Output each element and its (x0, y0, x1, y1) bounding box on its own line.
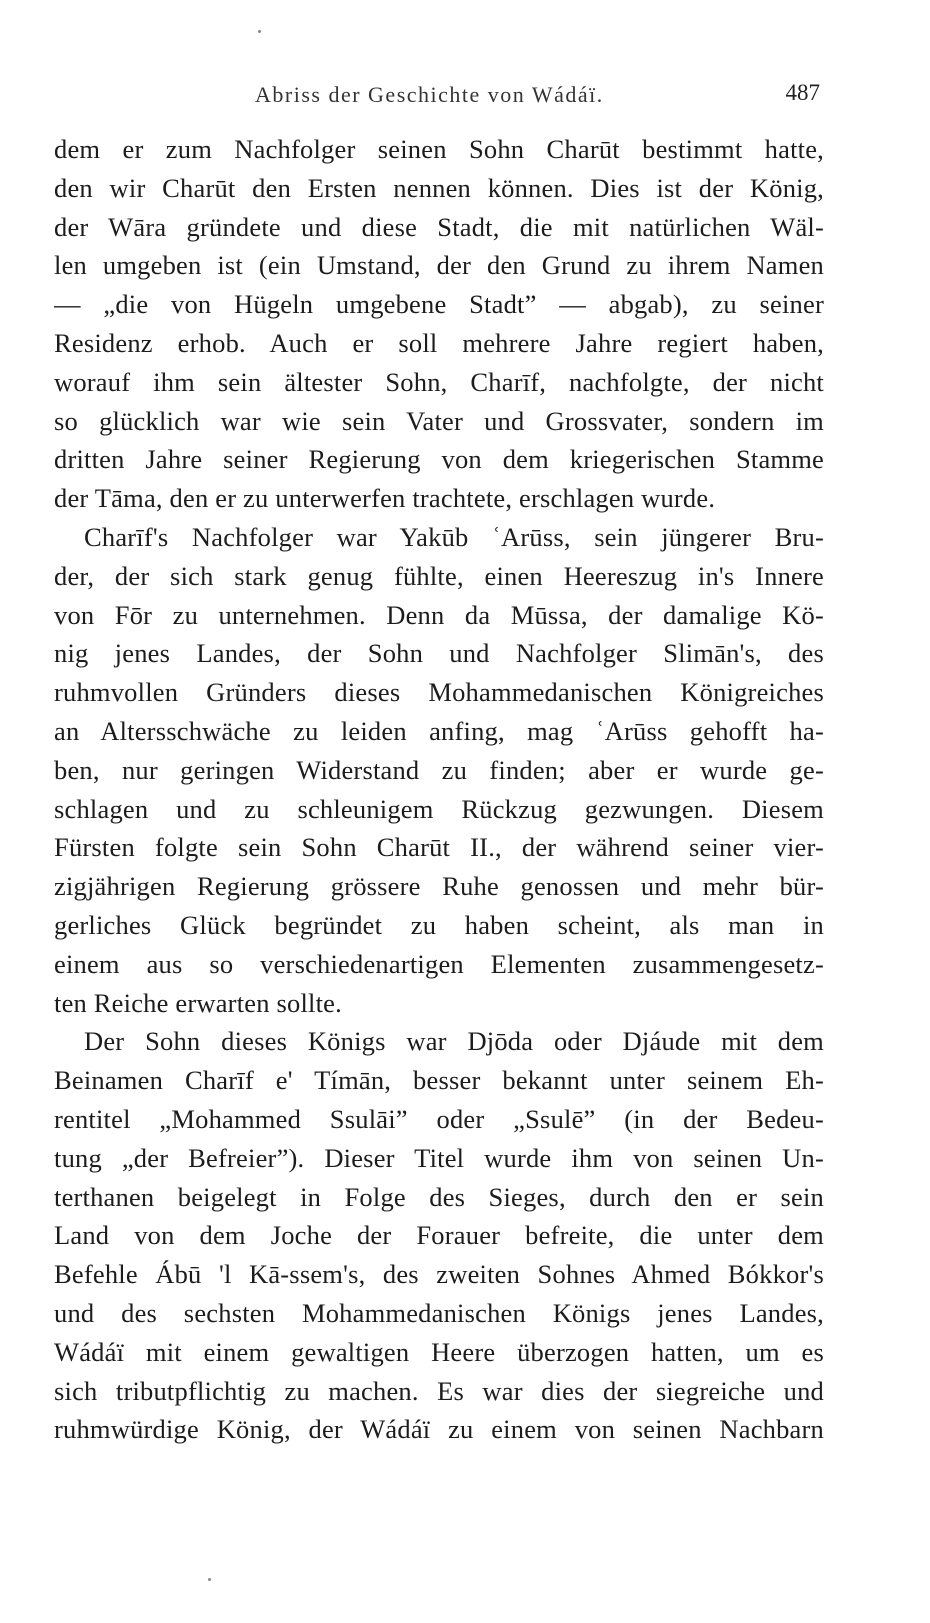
text-line: von Fōr zu unternehmen. Denn da Mūssa, der damalige Kö- (54, 599, 824, 630)
text-line: tung „der Befreier”). Dieser Titel wurde ihm von seinen Un- (54, 1142, 824, 1173)
text-line: nig jenes Landes, der Sohn und Nachfolger Slimān's, des (54, 638, 824, 669)
text-line: so glücklich war wie sein Vater und Grossvater, sondern im (54, 405, 824, 436)
text-line: schlagen und zu schleunigem Rückzug gezwungen. Diesem (54, 793, 824, 824)
text-line: an Altersschwäche zu leiden anfing, mag ʿArūss gehofft ha- (54, 715, 824, 746)
text-line: Residenz erhob. Auch er soll mehrere Jahre regiert haben, (54, 327, 824, 358)
text-line: Charīf's Nachfolger war Yakūb ʿArūss, sein jüngerer Bru- (84, 521, 824, 552)
text-line: Beinamen Charīf e' Tímān, besser bekannt unter seinem Eh- (54, 1065, 824, 1096)
text-line: ten Reiche erwarten sollte. (54, 987, 342, 1018)
text-line: der Tāma, den er zu unterwerfen trachtete, erschlagen wurde. (54, 483, 716, 514)
text-line: der Wāra gründete und diese Stadt, die mit natürlichen Wäl- (54, 211, 824, 242)
text-line: Der Sohn dieses Königs war Djōda oder Djáude mit dem (84, 1026, 824, 1057)
text-line: ruhmwürdige König, der Wádáï zu einem von seinen Nachbarn (54, 1414, 824, 1445)
running-header (60, 82, 820, 112)
text-line: den wir Charūt den Ersten nennen können. Dies ist der König, (54, 172, 824, 203)
text-line: Wádáï mit einem gewaltigen Heere überzogen hatten, um es (54, 1336, 824, 1367)
text-line: dem er zum Nachfolger seinen Sohn Charūt bestimmt hatte, (54, 134, 824, 164)
scan-speck-top (258, 30, 261, 33)
text-line: ben, nur geringen Widerstand zu finden; aber er wurde ge- (54, 754, 824, 785)
text-line: worauf ihm sein ältester Sohn, Charīf, nachfolgte, der nicht (54, 366, 824, 397)
text-line: rentitel „Mohammed Ssulāi” oder „Ssulē” (in der Bedeu- (54, 1103, 824, 1134)
text-line: len umgeben ist (ein Umstand, der den Grund zu ihrem Namen (54, 250, 824, 281)
body-text (54, 130, 824, 1449)
text-line: sich tributpflichtig zu machen. Es war dies der siegreiche und (54, 1375, 824, 1406)
running-header-title: Abriss der Geschichte von Wádáï. (255, 82, 604, 107)
text-line: Befehle Ábū 'l Kā-ssem's, des zweiten Sohnes Ahmed Bókkor's (54, 1259, 824, 1290)
text-line: zigjährigen Regierung grössere Ruhe genossen und mehr bür- (54, 871, 824, 902)
text-line: — „die von Hügeln umgebene Stadt” — abgab), zu seiner (54, 289, 824, 320)
text-line: terthanen beigelegt in Folge des Sieges, durch den er sein (54, 1181, 824, 1212)
text-line: Fürsten folgte sein Sohn Charūt II., der während seiner vier- (54, 832, 824, 863)
text-line: gerliches Glück begründet zu haben scheint, als man in (54, 909, 824, 940)
page-number: 487 (785, 80, 820, 105)
text-line: ruhmvollen Gründers dieses Mohammedanischen Königreiches (54, 677, 824, 708)
text-line: der, der sich stark genug fühlte, einen Heereszug in's Innere (54, 560, 824, 591)
text-line: und des sechsten Mohammedanischen Königs jenes Landes, (54, 1297, 824, 1328)
text-line: dritten Jahre seiner Regierung von dem kriegerischen Stamme (54, 444, 824, 475)
text-line: einem aus so verschiedenartigen Elementen zusammengesetz- (54, 948, 824, 979)
scan-speck-bottom (208, 1578, 211, 1581)
text-line: Land von dem Joche der Forauer befreite, die unter dem (54, 1220, 824, 1251)
